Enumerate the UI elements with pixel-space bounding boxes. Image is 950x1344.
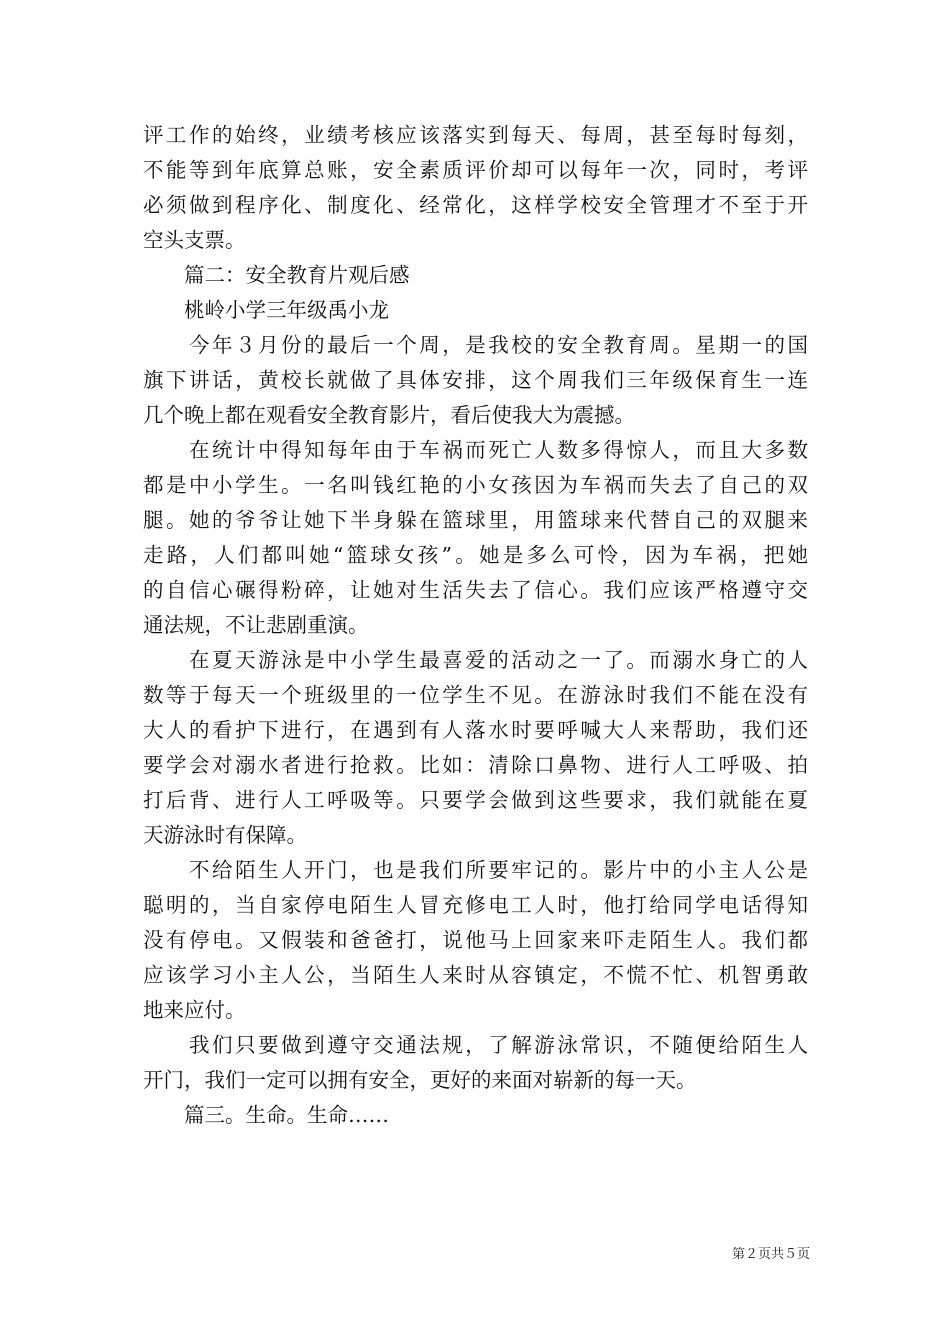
text-line: 不给陌生人开门，也是我们所要牢记的。影片中的小主人公是 bbox=[143, 858, 808, 882]
text-line: 天游泳时有保障。 bbox=[143, 823, 307, 847]
text-line: 桃岭小学三年级禹小龙 bbox=[143, 298, 389, 322]
text-line: 在统计中得知每年由于车祸而死亡人数多得惊人，而且大多数 bbox=[143, 438, 808, 462]
text-line: 聪明的，当自家停电陌生人冒充修电工人时，他打给同学电话得知 bbox=[143, 893, 808, 917]
text-line: 空头支票。 bbox=[143, 228, 246, 252]
text-line: 必须做到程序化、制度化、经常化，这样学校安全管理才不至于开 bbox=[143, 193, 808, 217]
text-line: 打后背、进行人工呼吸等。只要学会做到这些要求，我们就能在夏 bbox=[143, 788, 808, 812]
text-line: 要学会对溺水者进行抢救。比如：清除口鼻物、进行人工呼吸、拍 bbox=[143, 753, 808, 777]
text-line: 应该学习小主人公，当陌生人来时从容镇定，不慌不忙、机智勇敢 bbox=[143, 963, 808, 987]
text-line: 几个晚上都在观看安全教育影片，看后使我大为震撼。 bbox=[143, 403, 635, 427]
text-line: 评工作的始终，业绩考核应该落实到每天、每周，甚至每时每刻， bbox=[143, 123, 808, 147]
text-line: 今年３月份的最后一个周，是我校的安全教育周。星期一的国 bbox=[143, 333, 808, 357]
text-line: 篇三。生命。生命…… bbox=[143, 1103, 389, 1127]
page-number: 第２页共５页 bbox=[731, 1247, 810, 1262]
text-line: 都是中小学生。一名叫钱红艳的小女孩因为车祸而失去了自己的双 bbox=[143, 473, 808, 497]
text-line: 旗下讲话，黄校长就做了具体安排，这个周我们三年级保育生一连 bbox=[143, 368, 808, 392]
document-body bbox=[143, 118, 808, 1133]
text-line: 走路，人们都叫她“篮球女孩”。她是多么可怜，因为车祸，把她 bbox=[143, 543, 808, 567]
text-line: 地来应付。 bbox=[143, 998, 246, 1022]
text-line: 的自信心碾得粉碎，让她对生活失去了信心。我们应该严格遵守交 bbox=[143, 578, 808, 602]
text-line: 腿。她的爷爷让她下半身躲在篮球里，用篮球来代替自己的双腿来 bbox=[143, 508, 808, 532]
text-line: 我们只要做到遵守交通法规，了解游泳常识，不随便给陌生人 bbox=[143, 1033, 808, 1057]
text-line: 在夏天游泳是中小学生最喜爱的活动之一了。而溺水身亡的人 bbox=[143, 648, 808, 672]
text-line: 没有停电。又假装和爸爸打，说他马上回家来吓走陌生人。我们都 bbox=[143, 928, 808, 952]
text-line: 大人的看护下进行，在遇到有人落水时要呼喊大人来帮助，我们还 bbox=[143, 718, 808, 742]
text-line: 开门，我们一定可以拥有安全，更好的来面对崭新的每一天。 bbox=[143, 1068, 697, 1092]
text-line: 通法规，不让悲剧重演。 bbox=[143, 613, 369, 637]
text-line: 篇二：安全教育片观后感 bbox=[143, 263, 410, 287]
text-line: 不能等到年底算总账，安全素质评价却可以每年一次，同时，考评 bbox=[143, 158, 808, 182]
text-line: 数等于每天一个班级里的一位学生不见。在游泳时我们不能在没有 bbox=[143, 683, 808, 707]
